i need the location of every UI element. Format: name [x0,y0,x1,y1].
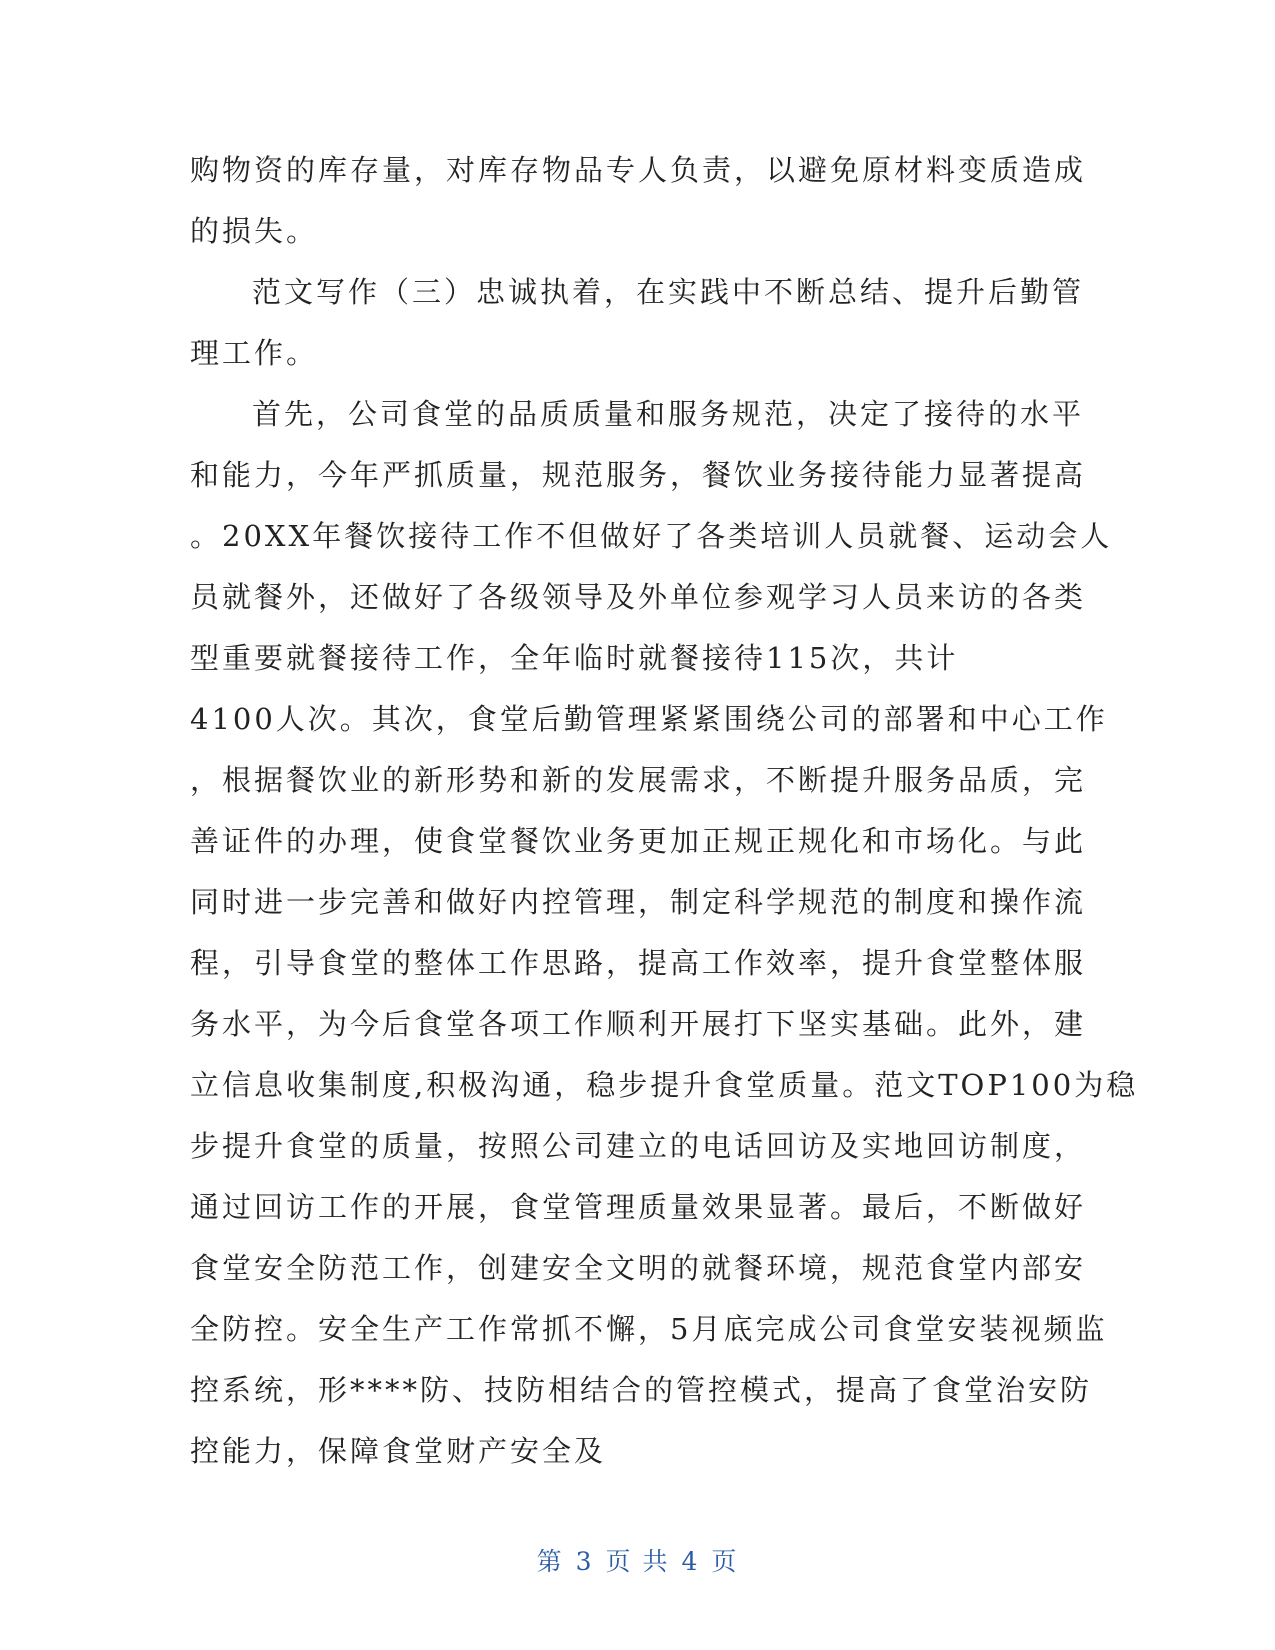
text-line: 食堂安全防范工作，创建安全文明的就餐环境，规范食堂内部安 [190,1251,1087,1285]
text-line: 员就餐外，还做好了各级领导及外单位参观学习人员来访的各类 [190,580,1087,614]
text-line: 的损失。 [190,214,319,248]
footer-prefix: 第 [536,1547,564,1576]
text-line: ，根据餐饮业的新形势和新的发展需求，不断提升服务品质，完 [190,763,1087,797]
text-line: 同时进一步完善和做好内控管理，制定科学规范的制度和操作流 [190,885,1087,919]
page-footer [0,1542,1275,1578]
text-line: 4100人次。其次，食堂后勤管理紧紧围绕公司的部署和中心工作 [190,702,1108,736]
text-line: 善证件的办理，使食堂餐饮业务更加正规正规化和市场化。与此 [190,824,1087,858]
text-line: 控能力，保障食堂财产安全及 [190,1434,607,1468]
text-line: 。20XX年餐饮接待工作不但做好了各类培训人员就餐、运动会人 [190,519,1113,553]
text-line: 和能力，今年严抓质量，规范服务，餐饮业务接待能力显著提高 [190,458,1087,492]
text-line: 务水平，为今后食堂各项工作顺利开展打下坚实基础。此外，建 [190,1007,1087,1041]
body-text [190,140,1139,1482]
text-line: 控系统，形****防、技防相结合的管控模式，提高了食堂治安防 [190,1373,1093,1407]
section-heading: 范文写作（三）忠诚执着，在实践中不断总结、提升后勤管 [252,275,1085,309]
text-line: 立信息收集制度,积极沟通，稳步提升食堂质量。范文TOP100为稳 [190,1068,1139,1102]
footer-middle: 页 共 [605,1547,670,1576]
text-line: 步提升食堂的质量，按照公司建立的电话回访及实地回访制度， [190,1129,1087,1163]
total-page-count: 4 [681,1547,700,1576]
text-line: 通过回访工作的开展，食堂管理质量效果显著。最后，不断做好 [190,1190,1087,1224]
text-line: 购物资的库存量，对库存物品专人负责，以避免原材料变质造成 [190,153,1087,187]
text-line: 型重要就餐接待工作，全年临时就餐接待115次，共计 [190,641,959,675]
footer-suffix: 页 [711,1547,739,1576]
text-line: 理工作。 [190,336,319,370]
text-line: 程，引导食堂的整体工作思路，提高工作效率，提升食堂整体服 [190,946,1087,980]
paragraph-start: 首先，公司食堂的品质质量和服务规范，决定了接待的水平 [252,397,1085,431]
current-page-number: 3 [575,1547,594,1576]
text-line: 全防控。安全生产工作常抓不懈，5月底完成公司食堂安装视频监 [190,1312,1108,1346]
